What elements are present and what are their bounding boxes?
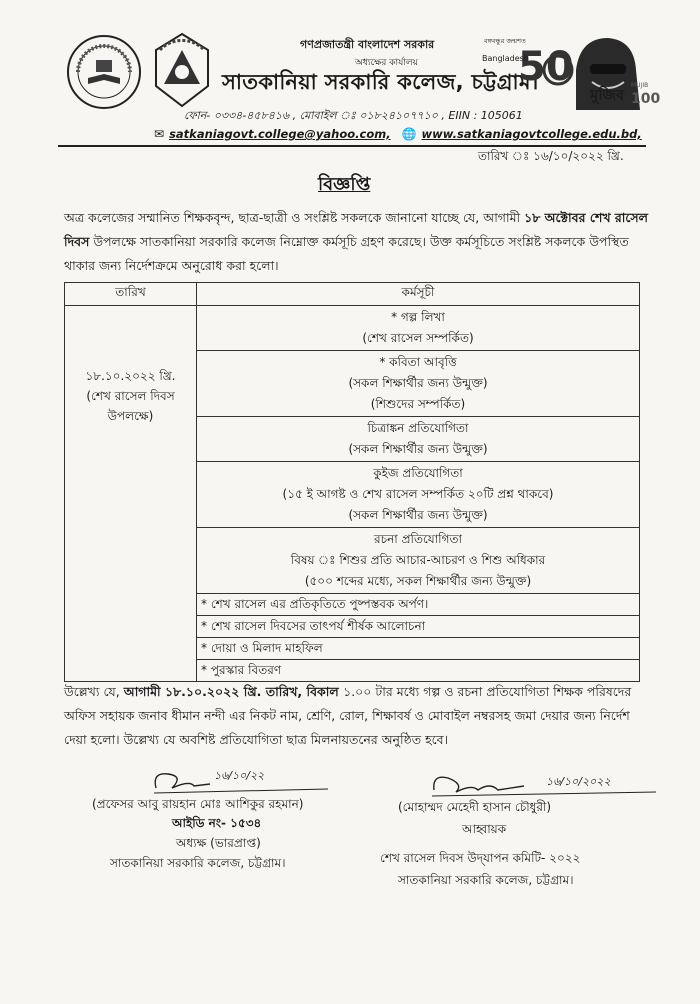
program-cell: * দোয়া ও মিলাদ মাহফিল <box>197 638 640 660</box>
convener-name: (মোহাম্মদ মেহেদী হাসান চৌধুরী) <box>398 800 552 814</box>
program-table <box>64 282 640 682</box>
principal-name: (প্রফেসর আবু রায়হান মোঃ আশিকুর রহমান) <box>92 797 304 811</box>
program-line: (শিশুদের সম্পর্কিত) <box>370 397 466 411</box>
table-row <box>65 306 640 351</box>
program-line: (শেখ রাসেল সম্পর্কিত) <box>362 331 474 345</box>
program-cell <box>197 351 640 417</box>
header-divider <box>58 145 646 147</box>
program-line: বিষয় ঃ শিশুর প্রতি আচার-আচরণ ও শিশু অধিকার <box>290 553 546 567</box>
program-cell <box>197 417 640 462</box>
convener-sign-date: ১৬/১০/২০২২ <box>546 775 611 788</box>
education-logo-icon <box>66 34 142 110</box>
globe-icon: 🌐 <box>401 127 417 141</box>
principal-id: আইডি নং- ১৫৩৪ <box>172 816 262 830</box>
intro-paragraph <box>64 206 654 278</box>
program-line: * কবিতা আবৃত্তি <box>379 355 457 369</box>
notice-date: তারিখ ঃ ১৬/১০/২০২২ খ্রি. <box>478 149 624 163</box>
badge-country: Bangladesh <box>482 54 529 63</box>
note-bold: আগামী ১৮.১০.২০২২ খ্রি. তারিখ, বিকাল <box>123 684 344 699</box>
website-link[interactable]: www.satkaniagovtcollege.edu.bd, <box>421 127 642 141</box>
principal-org: সাতকানিয়া সরকারি কলেজ, চট্টগ্রাম। <box>110 856 286 870</box>
contact-links <box>154 127 642 141</box>
email-link[interactable]: satkaniagovt.college@yahoo.com, <box>169 127 391 141</box>
principal-sign-date: ১৬/১০/২২ <box>214 769 265 782</box>
program-cell: * পুরস্কার বিতরণ <box>197 660 640 682</box>
program-line: রচনা প্রতিযোগিতা <box>374 532 462 546</box>
contact-line: ফোন- ০৩৩৪-৪৫৮৪১৬ , মোবাইল ঃ ০১৮২৪১০৭৭১০ , EIIN : 105061 <box>184 109 523 122</box>
note-paragraph <box>64 680 654 752</box>
note-text-2: ১.০০ টার মধ্যে গল্প ও রচনা প্রতিযোগিতা শিক্ষক পরিষদের অফিস সহায়ক জনাব ধীমান নন্দী এর নিকট নাম, শ্রেণি, রোল, শিক্ষাবর্ষ ও মোবাইল নম্বরসহ জমা দেয়ার জন্য নির্দেশ দেয়া হলো। উল্লেখ্য যে অবশিষ্ট প্রতিযোগিতা ছাত্র মিলনায়তনের অনুষ্ঠিত হবে। <box>64 684 632 747</box>
program-cell: * শেখ রাসেল এর প্রতিকৃতিতে পুষ্পস্তবক অর্পণ। <box>197 594 640 616</box>
note-text-1: উল্লেখ্য যে, <box>64 684 124 699</box>
table-header-row <box>65 283 640 306</box>
intro-text-1: অত্র কলেজের সম্মানিত শিক্ষকবৃন্দ, ছাত্র-ছাত্রী ও সংশ্লিষ্ট সকলকে জানানো যাচ্ছে যে, আগামী <box>64 210 525 225</box>
program-line: (সকল শিক্ষার্থীর জন্য উন্মুক্ত) <box>348 442 488 456</box>
badge-100: 100 <box>631 91 661 107</box>
date-cell-line: (শেখ রাসেল দিবস <box>86 389 175 403</box>
date-cell <box>65 306 197 682</box>
date-cell-line: উপলক্ষে) <box>107 409 154 423</box>
office-label: অধ্যক্ষের কার্যালয় <box>355 58 418 68</box>
program-cell <box>197 306 640 351</box>
convener-org: সাতকানিয়া সরকারি কলেজ, চট্টগ্রাম। <box>398 873 574 887</box>
program-cell <box>197 528 640 594</box>
date-cell-line: ১৮.১০.২০২২ খ্রি. <box>85 369 176 383</box>
program-line: কুইজ প্রতিযোগিতা <box>373 466 463 480</box>
email-icon: ✉ <box>154 127 165 141</box>
government-label: গণপ্রজাতন্ত্রী বাংলাদেশ সরকার <box>300 38 435 51</box>
notice-title: বিজ্ঞপ্তি <box>318 174 371 195</box>
principal-role: অধ্যক্ষ (ভারপ্রাপ্ত) <box>176 836 261 850</box>
intro-text-2: উপলক্ষে সাতকানিয়া সরকারি কলেজ নিম্নোক্ত কর্মসূচি গ্রহণ করেছে। উক্ত কর্মসূচিতে সংশ্লিষ্ট সকলকে উপস্থিত থাকার জন্য নির্দেশক্রমে অনুরোধ করা হলো। <box>64 234 629 273</box>
program-cell: * শেখ রাসেল দিবসের তাৎপর্য শীর্ষক আলোচনা <box>197 616 640 638</box>
badge-mujib-en: MUJIB <box>631 82 649 89</box>
header-date: তারিখ <box>65 283 197 306</box>
program-line: চিত্রাঙ্কন প্রতিযোগিতা <box>367 421 469 435</box>
program-line: * গল্প লিখা <box>391 310 445 324</box>
program-line: (১৫ ই আগষ্ট ও শেখ রাসেল সম্পর্কিত ২০টি প্রশ্ন থাকবে) <box>282 487 554 501</box>
committee-name: শেখ রাসেল দিবস উদ্‌যাপন কমিটি- ২০২২ <box>380 851 581 865</box>
program-line: (৫০০ শব্দের মধ্যে, সকল শিক্ষার্থীর জন্য উন্মুক্ত) <box>304 574 532 588</box>
svg-text:50: 50 <box>518 44 574 90</box>
program-line: (সকল শিক্ষার্থীর জন্য উন্মুক্ত) <box>348 376 488 390</box>
intro-bold: ১৮ অক্টোবর শেখ রাসেল দিবস <box>64 210 648 249</box>
college-name: সাতকানিয়া সরকারি কলেজ, চট্টগ্রাম। <box>222 70 539 94</box>
program-line: (সকল শিক্ষার্থীর জন্য উন্মুক্ত) <box>348 508 488 522</box>
badge-mujib: মুজিব <box>590 86 625 104</box>
college-crest-icon <box>150 30 214 110</box>
convener-role: আহ্বায়ক <box>462 822 507 836</box>
badge-caption: বঙ্গবন্ধুর জন্মশত <box>484 37 526 45</box>
header-program: কর্মসূচী <box>197 283 640 306</box>
program-cell <box>197 462 640 528</box>
